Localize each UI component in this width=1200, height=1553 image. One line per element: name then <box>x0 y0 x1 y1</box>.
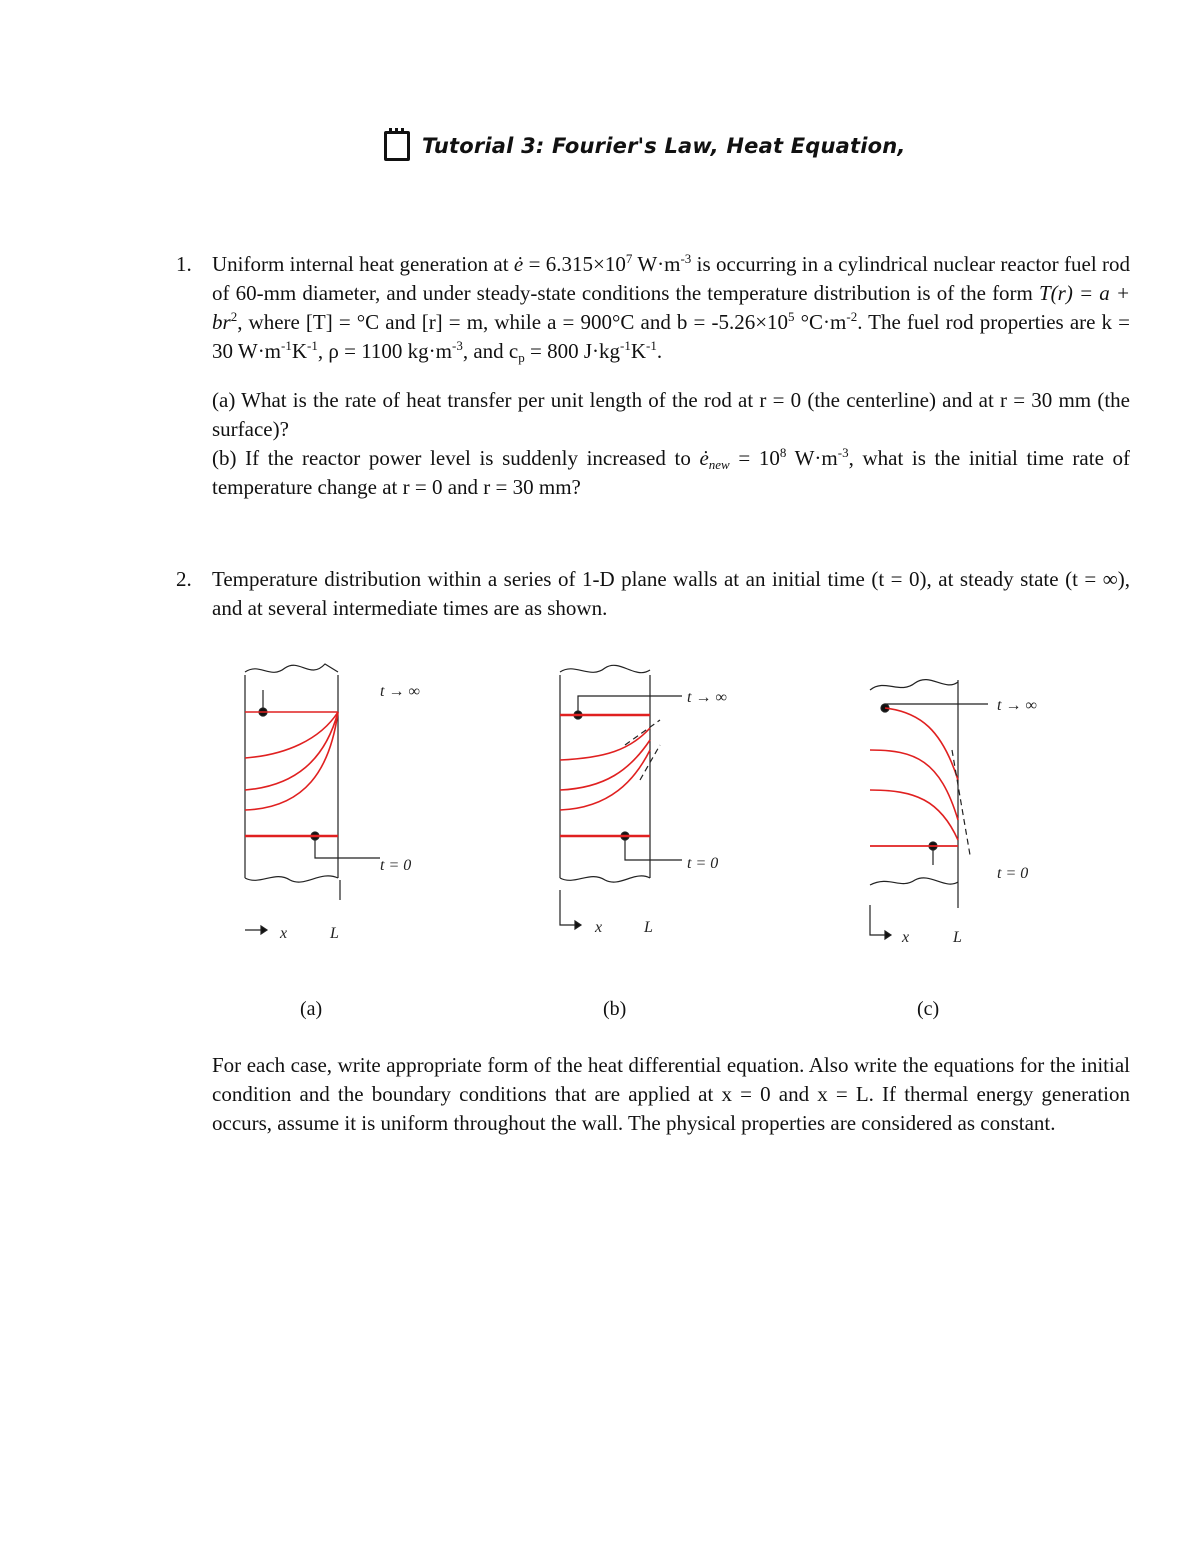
question-1-number: 1. <box>176 252 192 276</box>
label-t-zero-a: t = 0 <box>380 857 412 874</box>
temperature-distribution-figure <box>200 650 1100 960</box>
label-t-zero-c: t = 0 <box>997 865 1029 882</box>
title-text: Tutorial 3: Fourier's Law, Heat Equation, <box>422 134 906 158</box>
question-2-instructions <box>176 1051 1130 1138</box>
caption-a: (a) <box>300 998 323 1020</box>
question-1-part-b: (b) If the reactor power level is suddenly increased to $ė_{new} = 10^8$ $W\cdot m^{-3}$, what is the initial time rate of temperature change at r = 0 and r = 30 mm? <box>212 445 1131 499</box>
question-2-number: 2. <box>176 567 192 591</box>
caption-b: (b) <box>603 998 627 1020</box>
question-1 <box>176 250 1130 502</box>
label-L-c: L <box>953 929 962 946</box>
notebook-icon <box>384 131 410 161</box>
question-1-part-a: (a) What is the rate of heat transfer per unit length of the rod at r = 0 (the centerline) and at r = 30 mm (the surface)? <box>212 388 1130 441</box>
label-x-c: x <box>902 929 910 946</box>
label-t-inf-c: t → ∞ <box>997 697 1037 714</box>
question-2 <box>176 565 1130 623</box>
label-t-inf-a: t → ∞ <box>380 683 420 700</box>
label-t-zero-b: t = 0 <box>687 855 719 872</box>
panel-b <box>560 665 682 929</box>
caption-c: (c) <box>917 998 940 1020</box>
question-2-paragraph: For each case, write appropriate form of the heat differential equation. Also write the equations for the initial condition and the boundary conditions that are applied at x = 0 and x = L. If thermal energy generation occurs, assume it is uniform throughout the wall. The physical properties are considered as constant. <box>212 1053 1130 1135</box>
question-2-statement: Temperature distribution within a series of 1-D plane walls at an initial time (t = 0), at steady state (t = ∞), and at several intermediate times are as shown. <box>212 567 1130 620</box>
label-L-a: L <box>330 925 339 942</box>
label-x-a: x <box>280 925 288 942</box>
page-title <box>384 128 906 164</box>
label-x-b: x <box>595 919 603 936</box>
question-1-statement: Uniform internal heat generation at ė = $6.315\times 10^7$ $W\cdot m^{-3}$ is occurring in a cylindrical nuclear reactor fuel rod of 60-mm diameter, and under steady-state conditions the temperature distribution is of the form $T(r) = a + br^2$, where [T] = °C and [r] = m, while a = 900°C and $b = -5.26\times 10^5$ $^\circ C\cdot m^{-2}$. The fuel rod properties are k = 30 $W\cdot m^{-1}K^{-1}$, ρ = 1100 $kg\cdot m^{-3}$, and $c_p = 800$ $J\cdot kg^{-1}K^{-1}$. <box>212 251 1130 365</box>
panel-a <box>245 664 380 934</box>
panel-c <box>870 680 988 939</box>
label-t-inf-b: t → ∞ <box>687 689 727 706</box>
label-L-b: L <box>644 919 653 936</box>
